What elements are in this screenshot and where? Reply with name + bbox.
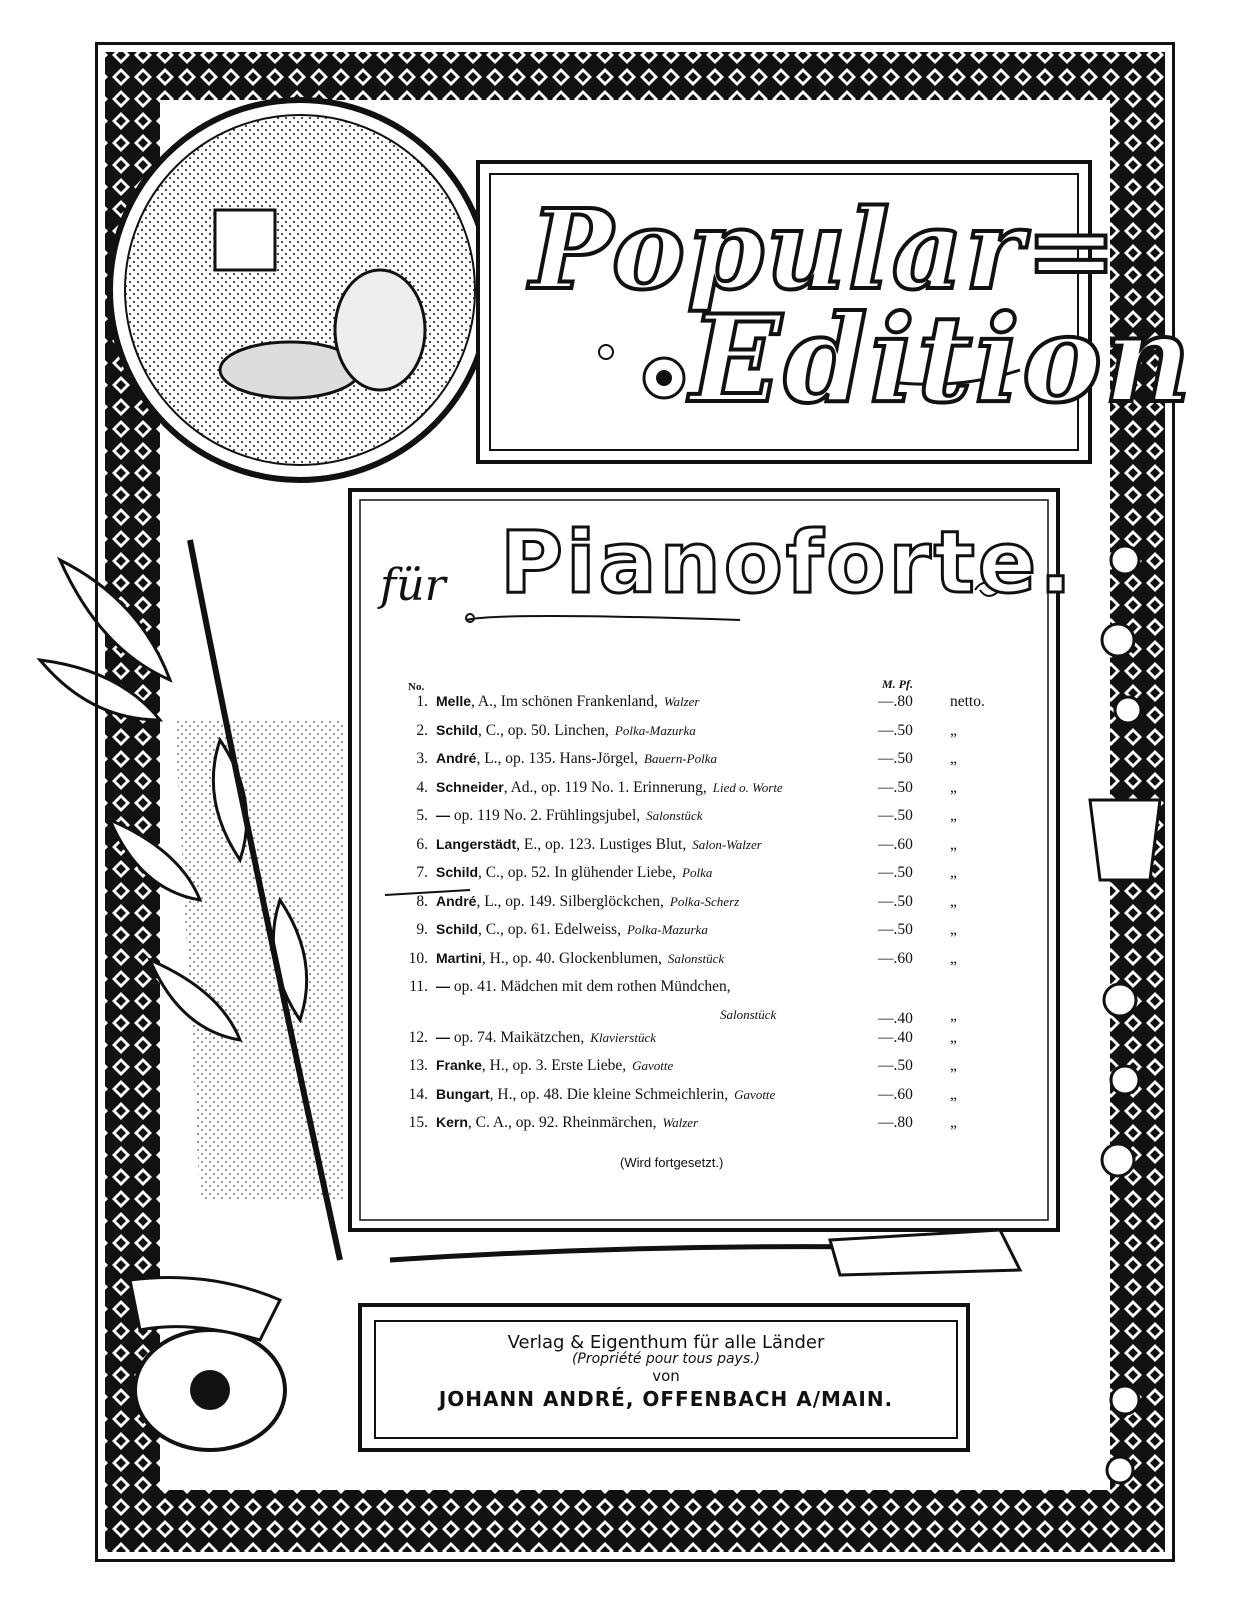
entry-number: 15. — [408, 1114, 428, 1131]
imprint-line-2: (Propriété pour tous pays.) — [571, 1351, 761, 1367]
genre: Salonstück — [667, 950, 725, 966]
price: —.50 — [878, 921, 913, 938]
genre: Walzer — [663, 694, 700, 709]
entry-number: 13. — [408, 1057, 428, 1074]
header-currency: M. Pf. — [882, 677, 913, 691]
price: —.80 — [878, 1114, 913, 1131]
catalog-list — [390, 675, 1030, 1143]
price: —.50 — [878, 750, 913, 767]
publisher-imprint — [374, 1320, 958, 1439]
work-title: , C., op. 61. Edelweiss, — [478, 921, 621, 938]
genre: Salonstück — [720, 1006, 777, 1022]
work-title: , H., op. 3. Erste Liebe, — [481, 1057, 627, 1074]
title-edition: Edition — [690, 289, 1194, 430]
catalog-row — [390, 693, 1030, 722]
genre: Klavierstück — [590, 1029, 657, 1045]
composer: — — [436, 978, 450, 994]
entry-description — [436, 1057, 673, 1075]
entry-description — [436, 722, 696, 740]
imprint-line-3: von — [652, 1367, 680, 1385]
entry-description — [436, 1029, 656, 1047]
composer: Melle — [436, 693, 472, 709]
composer: André — [436, 892, 477, 909]
genre: Salonstück — [646, 808, 703, 823]
price-note: „ — [950, 949, 957, 967]
composer: Langerstädt — [436, 835, 517, 852]
entry-description — [436, 836, 762, 854]
price-note: „ — [950, 807, 957, 824]
subtitle-pianoforte: Pianoforte. — [500, 513, 1075, 613]
catalog-row — [390, 1114, 1030, 1143]
catalog-row — [390, 893, 1030, 922]
entry-description — [436, 1086, 775, 1104]
entry-number: 4. — [416, 778, 428, 796]
price-note: „ — [950, 750, 957, 767]
genre: Gavotte — [734, 1086, 776, 1102]
entry-description — [436, 693, 699, 711]
work-title: , L., op. 149. Silberglöckchen, — [476, 892, 664, 910]
catalog-row — [390, 722, 1030, 751]
price-note: „ — [950, 835, 957, 853]
price-note: „ — [950, 1057, 957, 1074]
work-title: , H., op. 40. Glockenblumen, — [481, 949, 662, 967]
work-title: , Ad., op. 119 No. 1. Erinnerung, — [503, 778, 707, 796]
price-note: „ — [950, 778, 957, 796]
composer: Schild — [436, 864, 479, 880]
work-title: , C., op. 52. In glühender Liebe, — [478, 864, 677, 881]
entry-description — [436, 950, 724, 968]
genre: Polka — [682, 865, 713, 880]
genre: Lied o. Worte — [712, 779, 783, 795]
entry-number: 11. — [409, 978, 428, 995]
price-note: „ — [950, 892, 957, 910]
genre: Gavotte — [632, 1058, 674, 1073]
title-popular: Popular= — [530, 185, 1120, 314]
composer: André — [436, 750, 477, 766]
price-note: „ — [950, 721, 957, 739]
catalog-rows — [390, 693, 1030, 1143]
price: —.60 — [878, 835, 913, 853]
work-title: , L., op. 135. Hans-Jörgel, — [476, 750, 639, 767]
price-note: „ — [950, 1028, 957, 1046]
composer: Martini — [436, 949, 482, 966]
entry-description — [436, 864, 712, 882]
price: —.50 — [878, 778, 913, 796]
catalog-row — [390, 807, 1030, 836]
entry-number: 2. — [416, 721, 428, 739]
entry-description — [436, 978, 737, 996]
work-title: op. 41. Mädchen mit dem rothen Mündchen, — [450, 978, 731, 995]
catalog-row — [390, 779, 1030, 808]
catalog-row — [390, 978, 1030, 1007]
price-note: „ — [950, 1006, 957, 1024]
price-note: „ — [950, 864, 957, 881]
price-note: netto. — [950, 693, 985, 710]
composer: Franke — [436, 1057, 482, 1073]
entry-number: 10. — [408, 949, 428, 967]
work-title: , C., op. 50. Linchen, — [478, 721, 609, 739]
price: —.50 — [878, 892, 913, 910]
imprint-line-1: Verlag & Eigenthum für alle Länder — [507, 1332, 825, 1353]
entry-number: 14. — [408, 1085, 428, 1103]
continued-note: (Wird fortgesetzt.) — [620, 1155, 724, 1170]
catalog-row — [390, 1086, 1030, 1115]
entry-description — [436, 921, 708, 939]
price: —.50 — [878, 864, 913, 881]
composer: — — [436, 807, 450, 823]
price: —.60 — [878, 949, 913, 967]
header-no: No. — [408, 681, 425, 693]
catalog-header — [390, 675, 1030, 693]
work-title: , E., op. 123. Lustiges Blut, — [516, 835, 687, 853]
catalog-row — [390, 750, 1030, 779]
price-note: „ — [950, 1114, 957, 1131]
publisher-name: JOHANN ANDRÉ, OFFENBACH A/MAIN. — [438, 1387, 894, 1411]
price-note: „ — [950, 921, 957, 938]
composer: Schneider — [436, 778, 504, 795]
composer: Schild — [436, 721, 479, 738]
work-title: op. 119 No. 2. Frühlingsjubel, — [450, 807, 641, 824]
price: —.40 — [878, 1009, 913, 1027]
catalog-row — [390, 921, 1030, 950]
entry-number: 8. — [416, 892, 428, 910]
genre: Bauern-Polka — [644, 751, 717, 766]
work-title: , A., Im schönen Frankenland, — [471, 693, 658, 710]
entry-number: 9. — [416, 921, 428, 938]
entry-description — [436, 750, 717, 768]
genre: Salon-Walzer — [692, 836, 762, 852]
catalog-row — [390, 864, 1030, 893]
catalog-row — [390, 1007, 1030, 1029]
price: —.60 — [878, 1085, 913, 1103]
price: —.50 — [878, 807, 913, 824]
composer: Bungart — [436, 1085, 490, 1102]
entry-description — [436, 893, 739, 911]
subtitle-fur: für — [380, 560, 446, 611]
composer: — — [436, 1028, 450, 1045]
entry-description — [436, 807, 703, 825]
price-note: „ — [950, 1085, 957, 1103]
catalog-row — [390, 836, 1030, 865]
work-title: , H., op. 48. Die kleine Schmeichlerin, — [489, 1085, 729, 1103]
composer: Kern — [436, 1114, 468, 1130]
entry-number: 5. — [416, 807, 428, 824]
price: —.50 — [878, 1057, 913, 1074]
catalog-row — [390, 1029, 1030, 1058]
genre: Polka-Mazurka — [626, 922, 708, 937]
entry-description — [436, 779, 783, 797]
work-title: op. 74. Maikätzchen, — [450, 1028, 585, 1046]
work-title: , C. A., op. 92. Rheinmärchen, — [467, 1114, 657, 1131]
composer: Schild — [436, 921, 479, 937]
price: —.80 — [878, 693, 913, 710]
price: —.50 — [878, 721, 913, 739]
genre: Walzer — [662, 1115, 699, 1130]
catalog-row — [390, 1057, 1030, 1086]
price: —.40 — [878, 1028, 913, 1046]
entry-number: 6. — [416, 835, 428, 853]
entry-number: 12. — [408, 1028, 428, 1046]
entry-number: 1. — [416, 693, 428, 710]
catalog-row — [390, 950, 1030, 979]
entry-number: 7. — [416, 864, 428, 881]
entry-number: 3. — [416, 750, 428, 767]
genre: Polka-Scherz — [669, 893, 740, 909]
genre: Polka-Mazurka — [614, 722, 696, 738]
entry-description — [436, 1114, 698, 1132]
